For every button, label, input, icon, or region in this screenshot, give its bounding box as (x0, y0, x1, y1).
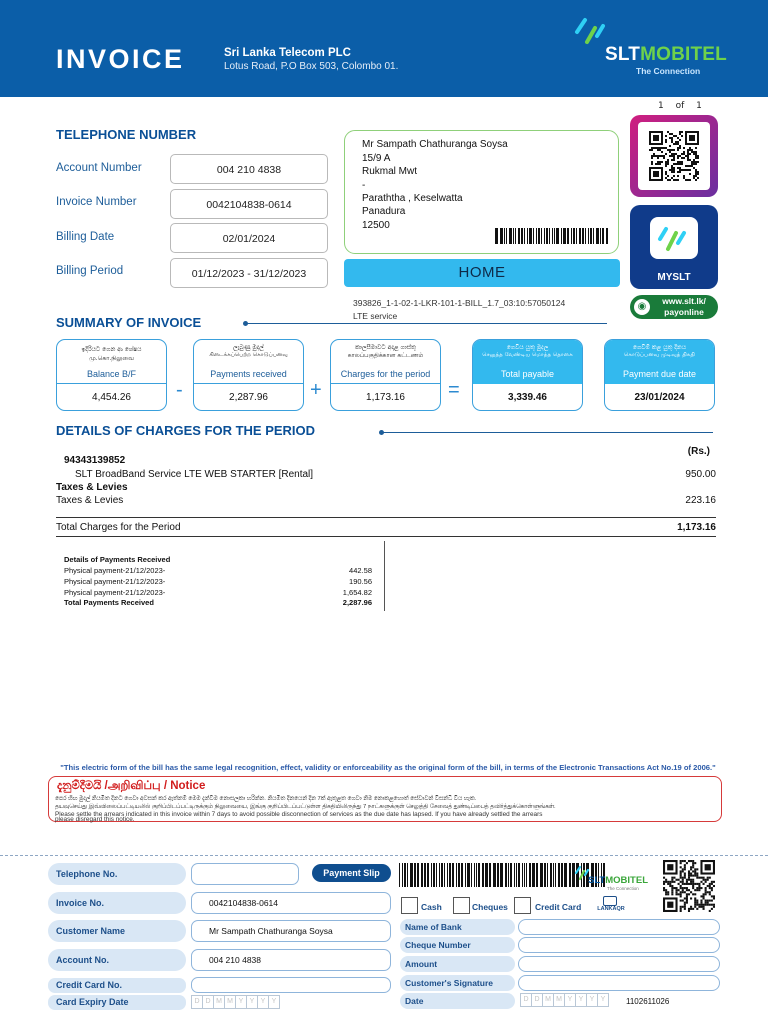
slip-invoice-field[interactable]: 0042104838-0614 (191, 892, 391, 914)
cash-label: Cash (421, 902, 442, 912)
divider-vertical (384, 541, 385, 611)
globe-icon: ◉ (634, 299, 650, 315)
section-rule (383, 432, 713, 433)
notice-english: Please settle the arrears indicated in this invoice within 7 days to avoid possible disconnection of services as the due date has lapsed. If you have already settled the arrears (55, 811, 543, 818)
summary-balance-bf: ඉදිරියට ගෙන ආ ශේෂය மு.கொ.நிலுவை Balance B/F 4,454.26 (56, 339, 167, 411)
billing-date-value: 02/01/2024 (170, 223, 328, 253)
account-number-label: Account Number (56, 162, 142, 174)
address-line: Panadura (362, 206, 406, 217)
notice-english: please disregard this notice. (55, 816, 135, 823)
header-bar (0, 0, 768, 97)
address-line: - (362, 180, 366, 191)
currency-label: (Rs.) (687, 446, 710, 457)
cheques-checkbox[interactable] (453, 897, 470, 914)
slip-slt-mobitel-logo: SLTMOBITEL The Connection (574, 862, 654, 892)
slip-customer-label: Customer Name (48, 920, 186, 942)
minus-operator: - (176, 379, 183, 401)
legal-statement: "This electric form of the bill has the same legal recognition, effect, validity or enforceability as the original form of the bill, in terms of the Electronic Transactions Act No.19 of 2006." (60, 763, 716, 772)
service-number: 94343139852 (64, 455, 126, 466)
invoice-number-value: 0042104838-0614 (170, 189, 328, 219)
slip-credit-card-label: Credit Card No. (48, 978, 186, 993)
amount-field[interactable] (518, 956, 720, 972)
card-expiry-field[interactable]: D D M M Y Y Y Y (191, 995, 279, 1009)
bill-reference: 393826_1-1-02-1-LKR-101-1-BILL_1.7_03:10:57050124 (353, 298, 566, 308)
cheques-label: Cheques (472, 902, 508, 912)
payment-row-label: Physical payment-21/12/2023- (64, 566, 166, 575)
cash-checkbox[interactable] (401, 897, 418, 914)
service-type: LTE service (353, 311, 398, 321)
payment-row-label: Physical payment-21/12/2023- (64, 577, 166, 586)
divider (56, 536, 716, 537)
slip-telephone-label: Telephone No. (48, 863, 186, 885)
slip-card-expiry-label: Card Expiry Date (48, 995, 186, 1010)
bank-name-field[interactable] (518, 919, 720, 935)
section-rule (247, 323, 607, 324)
address-line: Paraththa , Keselwatta (362, 193, 463, 204)
notice-box (48, 776, 722, 822)
brand-name: SLTMOBITEL (605, 44, 727, 65)
notice-sinhala: පෙර හිඟ මුදල් නියමිත දිනට ගෙවා අවසන් කර ඇත්නම් මෙම දැන්වීම නොසලකා හරින්න. නියමිත දිනයෙන් දින 7ක් ඇතුළත ගෙවා නිම නොකළහොත් සේවාවන් විසන්ධි විය හැක. (55, 796, 477, 802)
invoice-number-label: Invoice Number (56, 196, 137, 208)
payments-received-value: 2,287.96 (229, 392, 268, 403)
plus-operator: + (310, 379, 322, 401)
payment-row-amount: 1,654.82 (342, 588, 372, 597)
section-rule-dot (379, 430, 384, 435)
notice-tamil: தயவுசெய்து இவ்விலைப்பட்டியலில் குறிப்பிடப்பட்டிருக்கும் நிலுவையை, இங்கு குறிப்பிடப்பட்டுள்ள திகதியிலிருந்து 7 நாட்களுக்குள் செலுத்தி சேவைத் துண்டிப்பைத் தவிர்த்துக்கொள்ளுங்கள். (55, 804, 556, 810)
service-label-home: HOME (344, 259, 620, 287)
payments-total-label: Total Payments Received (64, 598, 154, 607)
charges-period-value: 1,173.16 (366, 392, 405, 403)
slip-footer-code: 1102611026 (626, 997, 670, 1006)
summary-charges-period: කාලසීමාවට අදාළ ගාස්තු காலப்பகுதிக்கான கட்டணம் Charges for the period 1,173.16 (330, 339, 441, 411)
service-description: SLT BroadBand Service LTE WEB STARTER [Rental] (75, 469, 314, 480)
slip-invoice-label: Invoice No. (48, 892, 186, 914)
myslt-label: MYSLT (657, 272, 691, 283)
address-line: 12500 (362, 220, 390, 231)
date-field[interactable]: D D M M Y Y Y Y (520, 993, 608, 1007)
page-number: 1 of 1 (658, 101, 702, 111)
signature-label: Customer's Signature (400, 975, 515, 991)
cheque-number-label: Cheque Number (400, 937, 515, 953)
taxes-heading: Taxes & Levies (56, 482, 128, 493)
payment-slip-button[interactable]: Payment Slip (312, 864, 391, 882)
notice-title: දැනුම්දීමයි /அறிவிப்பு / Notice (57, 780, 206, 792)
address-line: 15/9 A (362, 153, 391, 164)
summary-title: SUMMARY OF INVOICE (56, 315, 202, 330)
taxes-line: Taxes & Levies (56, 495, 124, 506)
payments-title: Details of Payments Received (64, 555, 171, 564)
total-payable-value: 3,339.46 (508, 392, 547, 403)
date-label: Date (400, 993, 515, 1009)
cheque-number-field[interactable] (518, 937, 720, 953)
slip-account-field[interactable]: 004 210 4838 (191, 949, 391, 971)
total-charges-amount: 1,173.16 (677, 522, 716, 533)
total-charges-label: Total Charges for the Period (56, 522, 181, 533)
payments-total-amount: 2,287.96 (342, 598, 372, 607)
payment-row-label: Physical payment-21/12/2023- (64, 588, 166, 597)
cut-line (0, 855, 768, 856)
billing-period-value: 01/12/2023 - 31/12/2023 (170, 258, 328, 288)
taxes-amount: 223.16 (685, 495, 716, 506)
slt-mobitel-logo (567, 14, 757, 84)
address-barcode (495, 228, 609, 244)
slip-account-label: Account No. (48, 949, 186, 971)
slip-qr-code-icon (663, 860, 715, 912)
brand-tagline: The Connection (636, 66, 701, 76)
summary-payments-received: ලැබුණු මුදල් கிடைக்கப்பெற்ற கொடுப்பனவு Payments received 2,287.96 (193, 339, 304, 411)
address-line: Rukmal Mwt (362, 166, 418, 177)
myslt-app-badge[interactable] (630, 205, 718, 289)
details-title: DETAILS OF CHARGES FOR THE PERIOD (56, 423, 316, 438)
divider (56, 517, 716, 518)
qr-code-frame[interactable] (630, 115, 718, 197)
account-number-value: 004 210 4838 (170, 154, 328, 184)
payment-row-amount: 190.56 (349, 577, 372, 586)
slip-telephone-field[interactable] (191, 863, 299, 885)
telephone-section-title: TELEPHONE NUMBER (56, 127, 197, 142)
payonline-text: www.slt.lk/ payonline (662, 296, 706, 317)
credit-card-option-label: Credit Card (535, 902, 582, 912)
balance-bf-value: 4,454.26 (92, 392, 131, 403)
section-rule-dot (243, 321, 248, 326)
invoice-title: INVOICE (56, 44, 185, 74)
credit-card-checkbox[interactable] (514, 897, 531, 914)
slt-slash-icon (648, 215, 700, 261)
billing-period-label: Billing Period (56, 265, 124, 277)
payonline-link[interactable] (630, 295, 718, 319)
company-address: Lotus Road, P.O Box 503, Colombo 01. (224, 61, 399, 72)
slip-credit-card-field[interactable] (191, 977, 391, 993)
payment-row-amount: 442.58 (349, 566, 372, 575)
equals-operator: = (448, 379, 460, 401)
lankaqr-logo[interactable]: LANKAQR (596, 896, 626, 914)
bank-name-label: Name of Bank (400, 919, 515, 935)
billing-date-label: Billing Date (56, 231, 115, 243)
slip-customer-field[interactable]: Mr Sampath Chathuranga Soysa (191, 920, 391, 942)
qr-code-icon (649, 131, 699, 181)
customer-name: Mr Sampath Chathuranga Soysa (362, 139, 508, 150)
signature-field[interactable] (518, 975, 720, 991)
company-name: Sri Lanka Telecom PLC (224, 47, 351, 59)
amount-label: Amount (400, 956, 515, 972)
service-amount: 950.00 (685, 469, 716, 480)
summary-total-payable: ගෙවිය යුතු මුදල செலுத்த வேண்டிய மொத்த தொகை Total payable 3,339.46 (472, 339, 583, 411)
slt-slash-icon (573, 14, 607, 50)
due-date-value: 23/01/2024 (634, 392, 685, 403)
summary-due-date: ගෙවීම් කළ යුතු දිනය கொடுப்பனவு முடிவுத் திகதி Payment due date 23/01/2024 (604, 339, 715, 411)
